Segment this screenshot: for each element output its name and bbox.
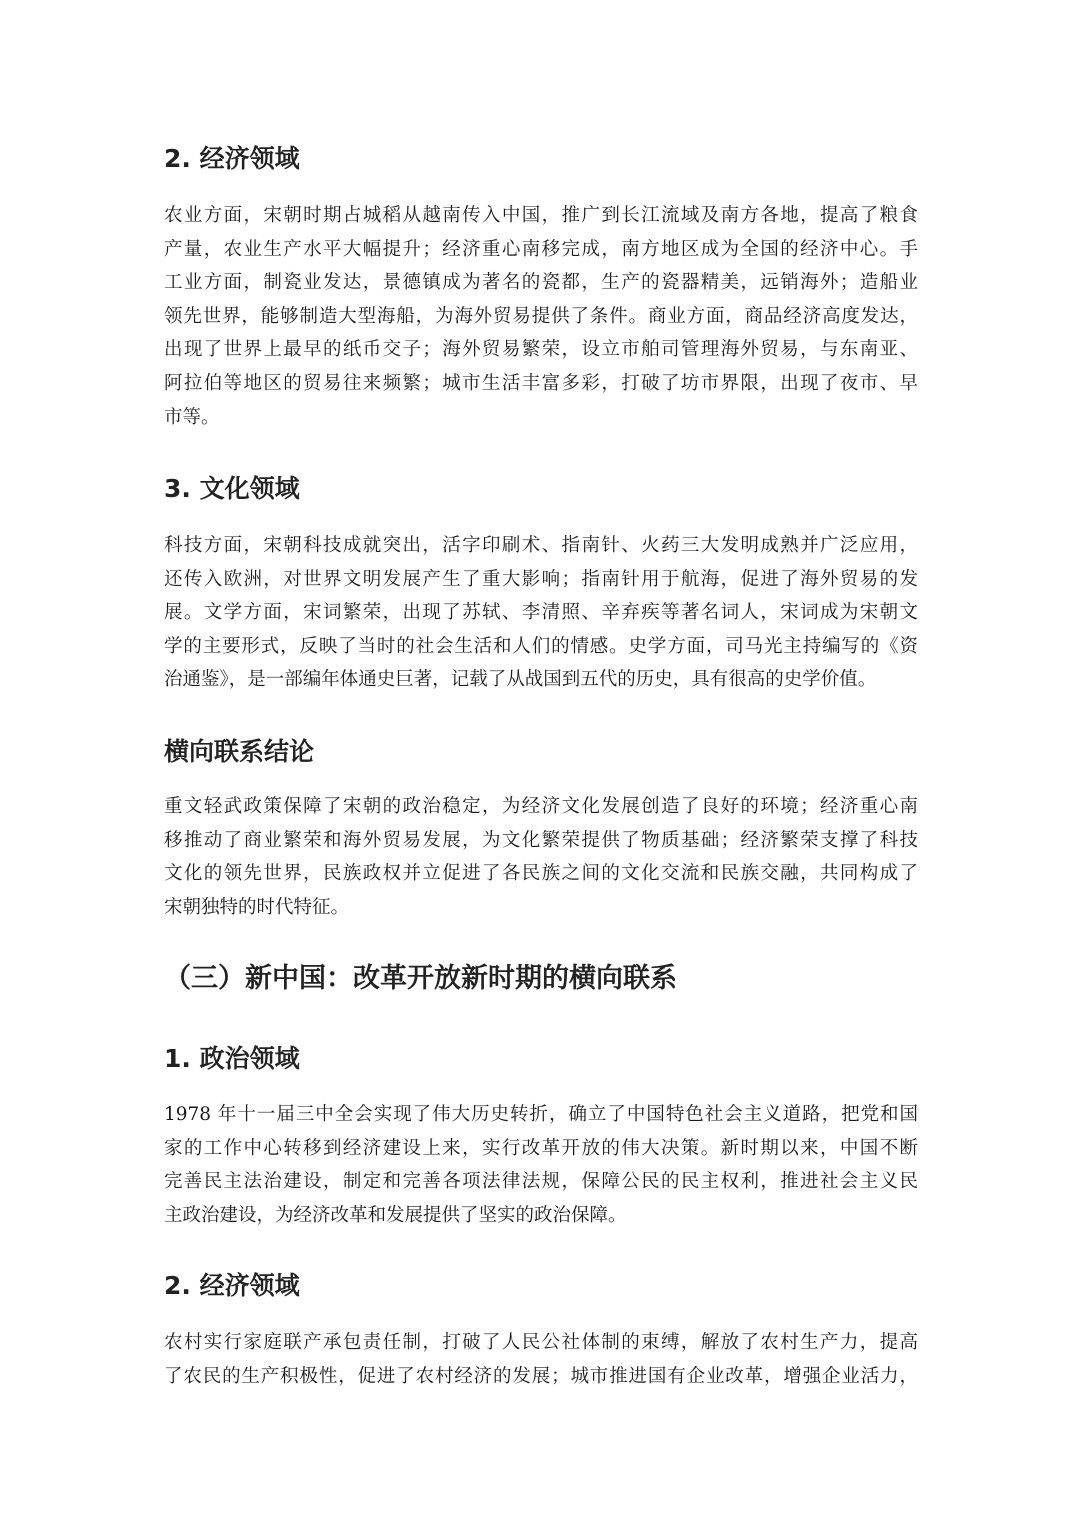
paragraph-economy	[164, 199, 918, 434]
text-line: 农业方面，宋朝时期占城稻从越南传入中国，推广到长江流域及南方各地，提高了粮食	[164, 205, 918, 226]
text-line: 完善民主法治建设，制定和完善各项法律法规，保障公民的民主权利，推进社会主义民	[164, 1171, 918, 1193]
part-heading-new-china: （三）新中国：改革开放新时期的横向联系	[164, 963, 677, 994]
text-line: 学的主要形式，反映了当时的社会生活和人们的情感。史学方面，司马光主持编写的《资	[164, 635, 918, 657]
section-heading-culture: 3. 文化领域	[164, 474, 300, 503]
text-line: 还传入欧洲，对世界文明发展产生了重大影响；指南针用于航海，促进了海外贸易的发	[164, 568, 918, 590]
paragraph-politics	[164, 1098, 918, 1232]
text-line: 文化的领先世界，民族政权并立促进了各民族之间的文化交流和民族交融，共同构成了	[164, 863, 918, 885]
text-line: 市等。	[164, 406, 220, 428]
section-heading-economy: 2. 经济领域	[164, 144, 300, 173]
text-line: 农村实行家庭联产承包责任制，打破了人民公社体制的束缚，解放了农村生产力，提高	[164, 1332, 918, 1353]
text-line: 产量，农业生产水平大幅提升；经济重心南移完成，南方地区成为全国的经济中心。手	[164, 238, 918, 260]
text-line: 治通鉴》，是一部编年体通史巨著，记载了从战国到五代的历史，具有很高的史学价值。	[164, 669, 877, 691]
text-line: 1978 年十一届三中全会实现了伟大历史转折，确立了中国特色社会主义道路，把党和国	[164, 1104, 918, 1125]
section-heading-politics: 1. 政治领域	[164, 1044, 300, 1073]
text-line: 家的工作中心转移到经济建设上来，实行改革开放的伟大决策。新时期以来，中国不断	[164, 1137, 918, 1159]
paragraph-culture	[164, 529, 918, 697]
text-line: 阿拉伯等地区的贸易往来频繁；城市生活丰富多彩，打破了坊市界限，出现了夜市、早	[164, 372, 918, 394]
section-heading-economy-2: 2. 经济领域	[164, 1271, 300, 1300]
paragraph-economy-2	[164, 1326, 918, 1393]
text-line: 重文轻武政策保障了宋朝的政治稳定，为经济文化发展创造了良好的环境；经济重心南	[164, 796, 918, 817]
text-line: 领先世界，能够制造大型海船，为海外贸易提供了条件。商业方面，商品经济高度发达，	[164, 305, 918, 327]
text-line: 主政治建设，为经济改革和发展提供了坚实的政治保障。	[164, 1204, 627, 1226]
text-line: 移推动了商业繁荣和海外贸易发展，为文化繁荣提供了物质基础；经济繁荣支撑了科技	[164, 829, 918, 851]
text-line: 科技方面，宋朝科技成就突出，活字印刷术、指南针、火药三大发明成熟并广泛应用，	[164, 535, 918, 556]
text-line: 展。文学方面，宋词繁荣，出现了苏轼、李清照、辛弃疾等著名词人，宋词成为宋朝文	[164, 602, 918, 624]
text-line: 了农民的生产积极性，促进了农村经济的发展；城市推进国有企业改革，增强企业活力，	[164, 1365, 918, 1387]
text-line: 工业方面，制瓷业发达，景德镇成为著名的瓷都，生产的瓷器精美，远销海外；造船业	[164, 272, 918, 294]
paragraph-conclusion	[164, 790, 918, 924]
text-line: 出现了世界上最早的纸币交子；海外贸易繁荣，设立市舶司管理海外贸易，与东南亚、	[164, 339, 918, 361]
section-heading-conclusion: 横向联系结论	[164, 737, 315, 766]
text-line: 宋朝独特的时代特征。	[164, 896, 350, 918]
